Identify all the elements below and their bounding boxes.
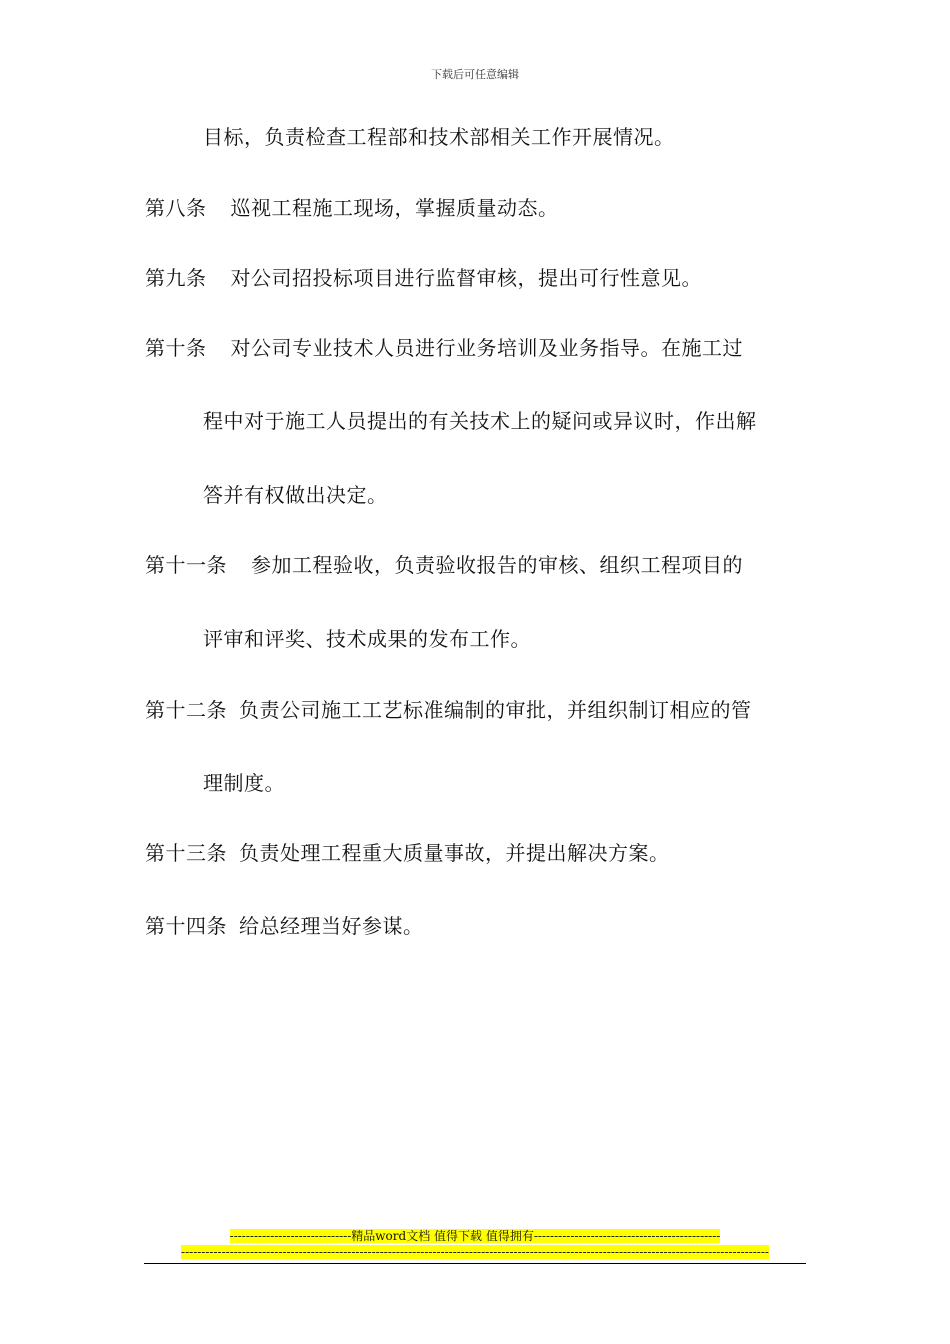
footer-line-1: ------------------------------精品word文档 值得下载 值得拥有----------------------------------------------	[229, 1229, 721, 1243]
article-text: 负责公司施工工艺标准编制的审批，并组织制订相应的管	[239, 698, 752, 722]
paragraph-line	[203, 482, 388, 508]
paragraph-text: 答并有权做出决定。	[203, 483, 388, 507]
footer-line-2: -------------------------------------------------------------------------------------------------------------------------------------------------	[181, 1245, 769, 1259]
footer-divider	[144, 1263, 806, 1264]
article-text: 给总经理当好参谋。	[239, 914, 424, 938]
article-number: 第十三条	[145, 841, 227, 865]
article-text: 对公司招投标项目进行监督审核，提出可行性意见。	[230, 266, 702, 290]
article-10	[145, 335, 743, 361]
page-header: 下载后可任意编辑	[431, 68, 519, 81]
article-13	[145, 840, 670, 866]
article-text: 巡视工程施工现场，掌握质量动态。	[230, 196, 559, 220]
paragraph-text: 评审和评奖、技术成果的发布工作。	[203, 627, 531, 651]
article-number: 第十一条	[145, 553, 227, 577]
paragraph-text: 目标，负责检查工程部和技术部相关工作开展情况。	[203, 125, 675, 149]
article-11	[145, 552, 743, 578]
paragraph-text: 程中对于施工人员提出的有关技术上的疑问或异议时，作出解	[203, 409, 757, 433]
footer-banner	[0, 1229, 950, 1244]
paragraph-line	[203, 124, 675, 150]
paragraph-line	[203, 626, 531, 652]
footer-banner-dashes	[0, 1245, 950, 1260]
article-number: 第十四条	[145, 914, 227, 938]
paragraph-text: 理制度。	[203, 771, 285, 795]
article-text: 负责处理工程重大质量事故，并提出解决方案。	[239, 841, 670, 865]
article-text: 对公司专业技术人员进行业务培训及业务指导。在施工过	[230, 336, 743, 360]
article-9	[145, 265, 702, 291]
article-text: 参加工程验收，负责验收报告的审核、组织工程项目的	[251, 553, 743, 577]
paragraph-line	[203, 770, 285, 796]
article-number: 第九条	[145, 266, 207, 290]
article-number: 第八条	[145, 196, 207, 220]
article-12	[145, 697, 752, 723]
article-number: 第十二条	[145, 698, 227, 722]
article-number: 第十条	[145, 336, 207, 360]
paragraph-line	[203, 408, 757, 434]
article-14	[145, 913, 424, 939]
article-8	[145, 195, 559, 221]
